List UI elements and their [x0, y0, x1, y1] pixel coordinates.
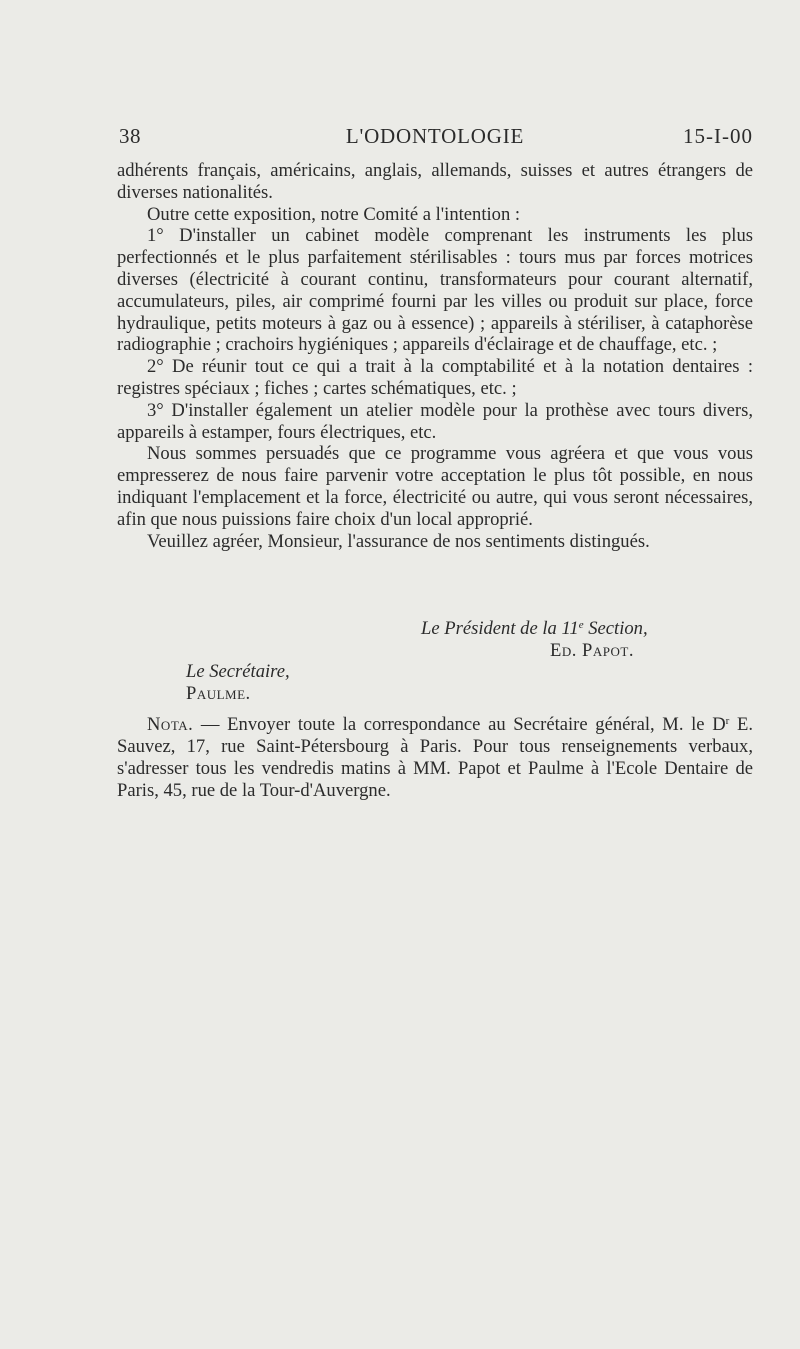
nota-label: Nota.: [147, 714, 194, 735]
president-name: Ed. Papot.: [550, 640, 634, 661]
running-head: [117, 124, 753, 150]
secretary-title: Le Secrétaire,: [186, 661, 290, 682]
paragraph-item-1: 1° D'installer un cabinet modèle comprenant les instruments les plus perfectionnés et le plus parfaitement stérilisables : tours mus par forces motrices diverses (électricité à courant continu, transformateurs pour courant alternatif, accumulateurs, piles, air comprimé fourni par les villes ou produit sur place, force hydraulique, petits moteurs à gaz ou à essence) ; appareils à stériliser, à cataphorèse radiographie ; crachoirs hygiéniques ; appareils d'éclairage et de chauffage, etc. ;: [117, 225, 753, 356]
president-title: Le Président de la 11e Section,: [421, 618, 648, 639]
issue-date: 15-I-00: [683, 124, 753, 148]
paragraph-intention: Outre cette exposition, notre Comité a l'intention :: [147, 203, 521, 225]
paragraph-continuation: adhérents français, américains, anglais, allemands, suisses et autres étrangers de diverses nationalités.: [117, 160, 753, 203]
journal-title: L'ODONTOLOGIE: [345, 124, 525, 148]
paragraph-item-3: 3° D'installer également un atelier modèle pour la prothèse avec tours divers, appareils à estamper, fours électriques, etc.: [117, 399, 753, 443]
page-number: 38: [119, 124, 141, 148]
body-text: [117, 160, 753, 552]
paragraph-item-2: 2° De réunir tout ce qui a trait à la comptabilité et à la notation dentaires : registres spéciaux ; fiches ; cartes schématiques, etc. ;: [117, 356, 753, 399]
paragraph-persuasion: Nous sommes persuadés que ce programme vous agréera et que vous vous empresserez de nous faire parvenir votre acceptation le plus tôt possible, en nous indiquant l'emplacement et la force, électricité ou autre, qui vous seront nécessaires, afin que nous puissions faire choix d'un local approprié.: [117, 443, 753, 530]
paragraph-closing: Veuillez agréer, Monsieur, l'assurance de nos sentiments distingués.: [147, 530, 650, 552]
secretary-name: Paulme.: [186, 683, 251, 704]
nota-paragraph: Nota. — Envoyer toute la correspondance au Secrétaire général, M. le $D^r$ E. Sauvez, 17, rue Saint-Pétersbourg à Paris. Pour tous renseignements verbaux, s'adresser tous les vendredis matins à MM. Papot et Paulme à l'Ecole Dentaire de Paris, 45, rue de la Tour-d'Auvergne.: [117, 714, 753, 801]
